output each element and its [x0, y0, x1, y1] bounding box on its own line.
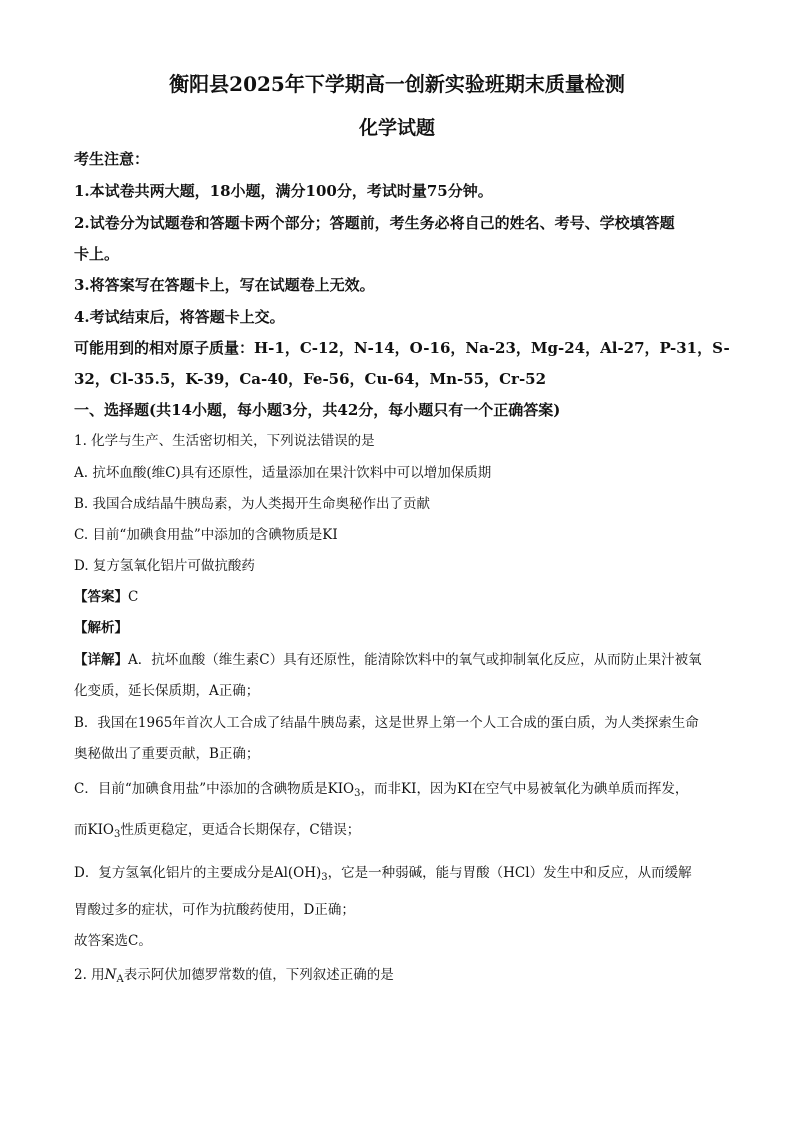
text: ）发生中和反应，从而缓解	[529, 865, 692, 881]
detail-line: 奥秘做出了重要贡献，B正确；	[74, 746, 260, 762]
answer-tag: 【答案】	[74, 589, 128, 605]
text: ，因为	[416, 781, 457, 797]
subscript: 3	[354, 788, 361, 799]
formula-aloh3	[274, 865, 328, 881]
subscript: 3	[321, 872, 328, 883]
formula-kio3	[88, 822, 121, 838]
text: ，而非	[360, 781, 402, 797]
notice-item: 1.本试卷共两大题，18小题，满分100分，考试时量75分钟。	[74, 182, 493, 200]
subscript: A	[116, 974, 124, 985]
detail-line	[74, 863, 692, 883]
formula-kio3	[328, 781, 361, 797]
formula-hcl: HCl	[503, 865, 530, 881]
notice-item: 卡上。	[74, 245, 120, 263]
text: 在空气中易被氧化为碘单质而挥发，	[472, 781, 689, 797]
formula-ki: KI	[456, 781, 473, 797]
text: 2. 用	[74, 967, 105, 983]
answer-line	[74, 587, 138, 607]
symbol-n: N	[104, 967, 117, 983]
formula-text: Al(OH)	[273, 865, 322, 881]
detail-line	[74, 820, 360, 840]
option-b: B. 我国合成结晶牛胰岛素，为人类揭开生命奥秘作出了贡献	[74, 496, 431, 512]
conclusion: 故答案选C。	[74, 933, 152, 949]
page-subtitle: 化学试题	[358, 117, 435, 139]
detail-line: 胃酸过多的症状，可作为抗酸药使用，D正确；	[74, 902, 355, 918]
notice-item: 2.试卷分为试题卷和答题卡两个部分；答题前，考生务必将自己的姓名、考号、学校填答题	[74, 214, 675, 232]
answer-value: C	[128, 589, 139, 605]
question-stem: 1. 化学与生产、生活密切相关，下列说法错误的是	[74, 433, 375, 449]
notice-heading: 考生注意：	[74, 150, 150, 168]
question-stem	[74, 965, 394, 985]
analysis-tag: 【解析】	[74, 620, 128, 636]
text: 表示阿伏加德罗常数的值，下列叙述正确的是	[123, 967, 394, 983]
formula-text: KIO	[327, 781, 355, 797]
text: D．复方氢氧化铝片的主要成分是	[74, 865, 274, 881]
text: 性质更稳定，更适合长期保存，C错误；	[120, 822, 361, 838]
atomic-masses: 32，Cl-35.5，K-39，Ca-40，Fe-56，Cu-64，Mn-55，Cr-52	[74, 370, 547, 388]
notice-item: 4.考试结束后，将答题卡上交。	[74, 308, 285, 326]
option-d: D. 复方氢氧化铝片可做抗酸药	[74, 558, 255, 574]
detail-line	[74, 779, 688, 799]
detail-text: A．抗坏血酸（维生素C）具有还原性，能清除饮料中的氧气或抑制氧化反应，从而防止果汁被氧	[128, 652, 702, 668]
text: C．目前“加碘食用盐”中添加的含碘物质是	[74, 781, 328, 797]
atomic-masses: 可能用到的相对原子质量：H-1，C-12，N-14，O-16，Na-23，Mg-24，Al-27，P-31，S-	[74, 339, 730, 357]
notice-item: 3.将答案写在答题卡上，写在试题卷上无效。	[74, 276, 375, 294]
formula-ki: KI	[401, 781, 417, 797]
option-a: A. 抗坏血酸(维C)具有还原性，适量添加在果汁饮料中可以增加保质期	[74, 465, 492, 481]
subscript: 3	[114, 829, 121, 840]
formula-text: KIO	[87, 822, 114, 838]
section-heading: 一、选择题(共14小题，每小题3分，共42分，每小题只有一个正确答案)	[74, 401, 561, 419]
detail-line	[74, 650, 702, 670]
text: 而	[74, 822, 88, 838]
text: ，它是一种弱碱，能与胃酸（	[327, 865, 504, 881]
detail-line: B．我国在1965年首次人工合成了结晶牛胰岛素，这是世界上第一个人工合成的蛋白质，为人类探索生命	[74, 715, 699, 731]
detail-tag: 【详解】	[74, 652, 128, 668]
page-title: 衡阳县2025年下学期高一创新实验班期末质量检测	[169, 72, 625, 96]
detail-line: 化变质，延长保质期，A正确；	[74, 683, 260, 699]
symbol-na	[105, 967, 124, 983]
option-c: C. 目前“加碘食用盐”中添加的含碘物质是KI	[74, 527, 338, 543]
